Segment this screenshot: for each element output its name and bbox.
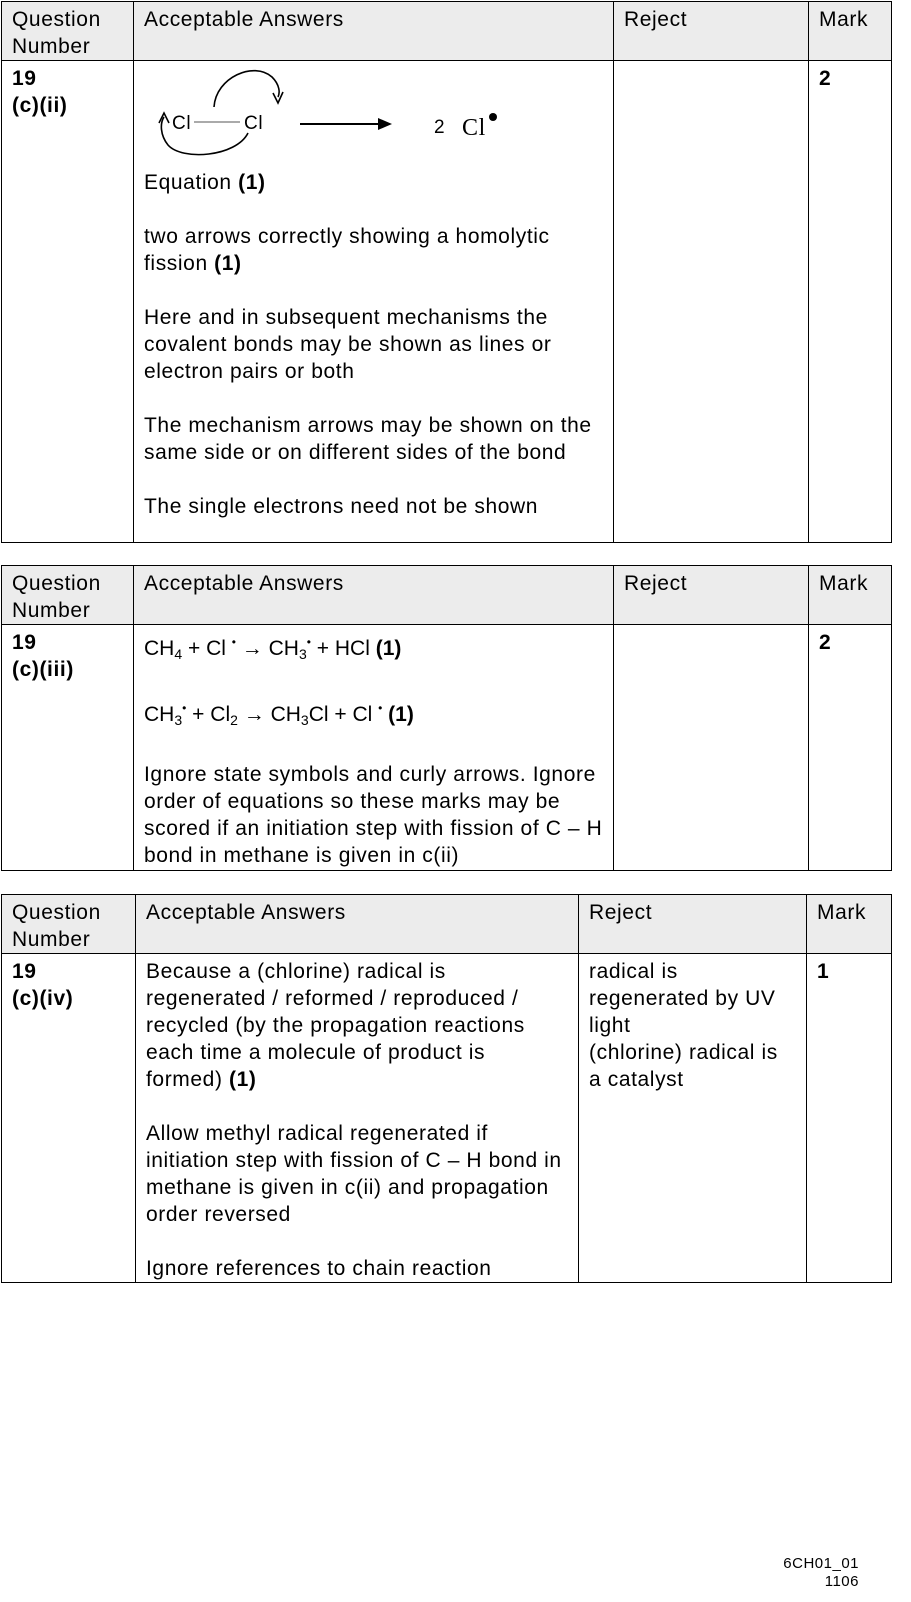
reject-cell (614, 61, 809, 543)
header-row (2, 895, 892, 954)
arrows-mark-line: two arrows correctly showing a homolytic fission (1) (144, 225, 550, 275)
answer-regenerated: Because a (chlorine) radical is regenerated / reformed / reproduced / recycled (by the propagation reactions each time a molecule of product is formed) (1) (146, 960, 525, 1091)
question-number-cell (2, 954, 136, 1283)
page-code: 1106 (824, 1573, 859, 1590)
question-number: 19 (12, 960, 37, 983)
header-mark: Mark (807, 895, 892, 954)
question-number-cell (2, 625, 134, 871)
header-row (2, 566, 892, 625)
header-row (2, 2, 892, 61)
curly-arrow-upper (214, 71, 279, 107)
header-reject: Reject (614, 2, 809, 61)
mark-scheme-table-c-ii (1, 1, 892, 543)
acceptable-answers-cell (134, 61, 614, 543)
note-electrons: The single electrons need not be shown (144, 495, 539, 518)
question-part: (c)(ii) (12, 94, 68, 117)
atom-cl-right: Cl (244, 113, 264, 134)
note-chain: Ignore references to chain reaction (146, 1257, 492, 1280)
reject-catalyst: (chlorine) radical is a catalyst (589, 1041, 778, 1091)
header-question-number: Question Number (2, 2, 134, 61)
propagation-equation-2: $CH_3^• + Cl_2 \to CH_3Cl + Cl$ • (1) (144, 701, 414, 728)
answer-row (2, 625, 892, 871)
page-footer (783, 1555, 859, 1591)
note-methyl: Allow methyl radical regenerated if initiation step with fission of C – H bond in methane is given in c(ii) and propagation order reversed (146, 1122, 562, 1226)
product-coefficient: 2 (434, 117, 446, 138)
header-question-number: Question Number (2, 895, 136, 954)
equation-mark-line: Equation (1) (144, 171, 266, 194)
acceptable-answers-cell (136, 954, 579, 1283)
reaction-arrowhead (378, 118, 392, 130)
header-reject: Reject (614, 566, 809, 625)
propagation-equation-1: $CH_4 + Cl$ $^• \to CH_3^•$ + HCl (1) (144, 635, 402, 662)
answer-row (2, 61, 892, 543)
question-number: 19 (12, 67, 37, 90)
mark-cell: 1 (807, 954, 892, 1283)
question-number-cell (2, 61, 134, 543)
header-question-number: Question Number (2, 566, 134, 625)
reject-cell (614, 625, 809, 871)
question-part: (c)(iv) (12, 987, 74, 1010)
question-part: (c)(iii) (12, 658, 74, 681)
header-acceptable-answers: Acceptable Answers (136, 895, 579, 954)
header-acceptable-answers: Acceptable Answers (134, 566, 614, 625)
mark-scheme-table-c-iv (1, 894, 892, 1283)
question-number: 19 (12, 631, 37, 654)
mark-scheme-table-c-iii (1, 565, 892, 871)
product-cl: Cl (462, 115, 486, 141)
answer-row (2, 954, 892, 1283)
paper-code: 6CH01_01 (783, 1555, 859, 1572)
atom-cl-left: Cl (172, 113, 192, 134)
header-reject: Reject (579, 895, 807, 954)
radical-dot (489, 113, 497, 121)
reject-cell (579, 954, 807, 1283)
note-ignore: Ignore state symbols and curly arrows. Ignore order of equations so these marks may be scored if an initiation step with fission of C – H bond in methane is given in c(ii) (144, 763, 603, 867)
mechanism-svg (136, 61, 596, 165)
reject-uv: radical is regenerated by UV light (589, 960, 776, 1037)
acceptable-answers-cell (134, 625, 614, 871)
mark-cell: 2 (809, 61, 892, 543)
homolytic-fission-diagram (144, 65, 603, 169)
header-mark: Mark (809, 2, 892, 61)
arrowhead-upper (273, 92, 283, 103)
header-mark: Mark (809, 566, 892, 625)
note-bonds: Here and in subsequent mechanisms the covalent bonds may be shown as lines or electron pairs or both (144, 306, 552, 383)
header-acceptable-answers: Acceptable Answers (134, 2, 614, 61)
note-arrows: The mechanism arrows may be shown on the same side or on different sides of the bond (144, 414, 592, 464)
mark-cell: 2 (809, 625, 892, 871)
